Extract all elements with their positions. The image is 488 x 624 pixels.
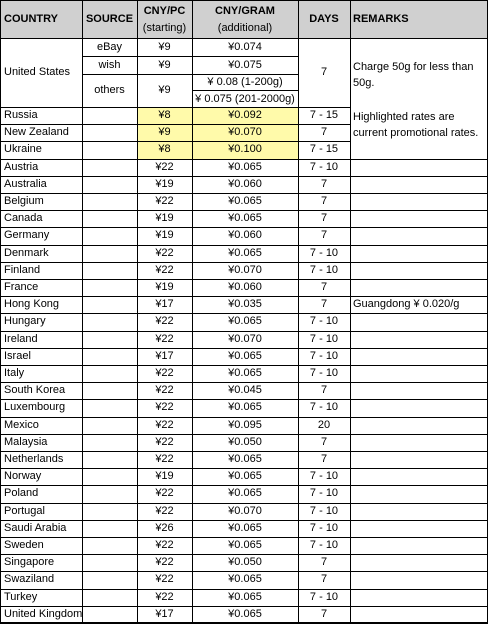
header-cny-pc-sub: (starting) (142, 21, 187, 34)
grid-line-h (0, 176, 488, 177)
row-days: 7 - 10 (309, 160, 339, 173)
row-country: Poland (4, 487, 39, 500)
row-days: 7 - 10 (309, 539, 339, 552)
row-cny-pc: ¥17 (155, 298, 174, 311)
us-others-pc: ¥9 (158, 84, 171, 96)
grid-line-h (0, 606, 488, 607)
us-remark: Charge 50g for less than 50g. (353, 61, 474, 89)
grid-line-h (0, 210, 488, 211)
us-source-wish: wish (98, 58, 121, 71)
row-cny-gram: ¥0.065 (228, 367, 262, 380)
row-cny-gram: ¥0.095 (228, 418, 262, 431)
row-cny-pc: ¥22 (155, 246, 174, 259)
grid-line-h (0, 193, 488, 194)
row-days: 7 (320, 126, 328, 139)
row-cny-pc: ¥22 (155, 332, 174, 345)
us-wish-gram: ¥0.075 (228, 58, 262, 71)
row-cny-pc: ¥22 (155, 384, 174, 397)
row-cny-gram: ¥0.065 (228, 573, 262, 586)
row-cny-pc: ¥19 (155, 212, 174, 225)
row-cny-pc: ¥22 (155, 556, 174, 569)
grid-line-h (0, 279, 488, 280)
grid-line-h (0, 571, 488, 572)
row-cny-gram: ¥0.065 (228, 195, 262, 208)
grid-line-h (0, 348, 488, 349)
us-ebay-gram: ¥0.074 (228, 40, 262, 53)
row-cny-gram: ¥0.060 (228, 229, 262, 242)
row-country: Luxembourg (4, 401, 66, 414)
row-days: 7 (320, 195, 328, 208)
row-country: Saudi Arabia (4, 521, 67, 534)
row-cny-pc: ¥22 (155, 315, 174, 328)
row-days: 7 - 10 (309, 332, 339, 345)
grid-line-h (0, 468, 488, 469)
grid-line-h (0, 434, 488, 435)
row-cny-gram: ¥0.065 (228, 246, 262, 259)
row-country: Turkey (4, 590, 38, 603)
grid-line-v (350, 0, 351, 623)
header-cny-gram-sub: (additional) (217, 21, 273, 34)
grid-line-h (0, 365, 488, 366)
row-days: 7 - 10 (309, 263, 339, 276)
row-country: New Zealand (4, 126, 69, 139)
grid-line-h (0, 417, 488, 418)
grid-line-h (0, 554, 488, 555)
grid-line-h (0, 382, 488, 383)
row-country: Mexico (4, 418, 39, 431)
row-cny-pc: ¥9 (158, 126, 171, 139)
row-days: 7 (320, 573, 328, 586)
row-cny-gram: ¥0.065 (228, 521, 262, 534)
row-days: 20 (317, 418, 331, 431)
row-cny-pc: ¥22 (155, 487, 174, 500)
row-cny-pc: ¥19 (155, 177, 174, 190)
row-country: Ukraine (4, 143, 42, 156)
row-cny-pc: ¥22 (155, 539, 174, 552)
row-country: Portugal (4, 504, 45, 517)
row-cny-gram: ¥0.070 (228, 504, 262, 517)
row-remark: Guangdong ¥ 0.020/g (353, 298, 460, 311)
row-country: Hong Kong (4, 298, 60, 311)
grid-line-h (0, 0, 488, 1)
row-cny-pc: ¥8 (158, 143, 171, 156)
row-cny-pc: ¥22 (155, 573, 174, 586)
row-cny-gram: ¥0.065 (228, 349, 262, 362)
grid-line-h (0, 331, 488, 332)
row-cny-gram: ¥0.035 (228, 298, 262, 311)
row-days: 7 (320, 229, 328, 242)
row-cny-gram: ¥0.065 (228, 470, 262, 483)
header-cny-pc: CNY/PC (143, 4, 186, 17)
row-country: Australia (4, 177, 47, 190)
row-days: 7 - 10 (309, 246, 339, 259)
row-country: South Korea (4, 384, 66, 397)
row-country: Germany (4, 229, 50, 242)
row-days: 7 (320, 556, 328, 569)
header-cny-gram: CNY/GRAM (215, 4, 275, 17)
grid-line-h (0, 520, 488, 521)
row-days: 7 - 10 (309, 470, 339, 483)
row-country: Ireland (4, 332, 38, 345)
header-country: COUNTRY (4, 13, 58, 25)
row-cny-gram: ¥0.065 (228, 539, 262, 552)
row-cny-gram: ¥0.070 (228, 126, 262, 139)
grid-line-h (0, 38, 488, 39)
grid-line-v (298, 0, 299, 623)
row-cny-pc: ¥26 (155, 521, 174, 534)
us-wish-pc: ¥9 (158, 58, 171, 71)
us-days: 7 (320, 66, 328, 78)
row-cny-pc: ¥22 (155, 435, 174, 448)
row-cny-pc: ¥17 (155, 607, 174, 620)
row-cny-pc: ¥22 (155, 160, 174, 173)
row-cny-gram: ¥0.065 (228, 487, 262, 500)
row-days: 7 (320, 281, 328, 294)
row-country: Italy (4, 367, 25, 380)
grid-line-h (0, 589, 488, 590)
row-cny-gram: ¥0.065 (228, 590, 262, 603)
grid-line-h (82, 74, 299, 75)
row-cny-gram: ¥0.050 (228, 556, 262, 569)
row-cny-pc: ¥22 (155, 453, 174, 466)
grid-line-h (0, 227, 488, 228)
row-country: Denmark (4, 246, 49, 259)
row-cny-gram: ¥0.065 (228, 160, 262, 173)
row-cny-pc: ¥17 (155, 349, 174, 362)
row-days: 7 (320, 453, 328, 466)
grid-line-h (0, 399, 488, 400)
promo-remark: Highlighted rates are current promotional rates. (353, 111, 479, 139)
grid-line-h (0, 296, 488, 297)
row-cny-gram: ¥0.060 (228, 281, 262, 294)
row-days: 7 (320, 607, 328, 620)
row-country: Sweden (4, 539, 44, 552)
row-days: 7 - 10 (309, 315, 339, 328)
grid-line-v (0, 0, 1, 623)
row-cny-pc: ¥19 (155, 229, 174, 242)
row-country: Austria (4, 160, 39, 173)
row-days: 7 - 10 (309, 521, 339, 534)
row-cny-gram: ¥0.092 (228, 109, 262, 122)
row-cny-pc: ¥22 (155, 504, 174, 517)
row-days: 7 - 10 (309, 504, 339, 517)
us-ebay-pc: ¥9 (158, 40, 171, 53)
row-cny-gram: ¥0.065 (228, 315, 262, 328)
us-country: United States (4, 66, 71, 78)
row-country: Israel (4, 349, 31, 362)
grid-line-h (192, 90, 299, 91)
row-days: 7 - 10 (309, 590, 339, 603)
us-source-others: others (94, 84, 125, 96)
row-cny-pc: ¥22 (155, 590, 174, 603)
row-days: 7 - 10 (309, 487, 339, 500)
row-cny-pc: ¥22 (155, 263, 174, 276)
row-cny-gram: ¥0.060 (228, 177, 262, 190)
row-cny-gram: ¥0.065 (228, 453, 262, 466)
grid-line-h (0, 451, 488, 452)
row-cny-pc: ¥19 (155, 281, 174, 294)
grid-line-h (0, 503, 488, 504)
row-cny-pc: ¥22 (155, 418, 174, 431)
row-cny-gram: ¥0.065 (228, 212, 262, 225)
row-country: Canada (4, 212, 43, 225)
row-days: 7 (320, 298, 328, 311)
row-country: France (4, 281, 39, 294)
row-days: 7 (320, 384, 328, 397)
row-cny-gram: ¥0.065 (228, 607, 262, 620)
row-days: 7 - 15 (309, 109, 339, 122)
us-source-ebay: eBay (96, 40, 123, 53)
row-cny-gram: ¥0.070 (228, 263, 262, 276)
grid-line-h (0, 537, 488, 538)
grid-line-h (0, 245, 488, 246)
row-cny-pc: ¥22 (155, 195, 174, 208)
row-country: Russia (4, 109, 38, 122)
row-cny-gram: ¥0.065 (228, 401, 262, 414)
row-country: Malaysia (4, 435, 48, 448)
row-cny-pc: ¥22 (155, 367, 174, 380)
row-country: Belgium (4, 195, 44, 208)
grid-line-v (137, 0, 138, 623)
row-days: 7 (320, 177, 328, 190)
grid-line-v (82, 0, 83, 623)
row-days: 7 - 10 (309, 401, 339, 414)
grid-line-h (0, 485, 488, 486)
header-days: DAYS (309, 13, 339, 25)
row-country: Hungary (4, 315, 46, 328)
row-country: Norway (4, 470, 42, 483)
row-cny-pc: ¥19 (155, 470, 174, 483)
row-cny-gram: ¥0.100 (228, 143, 262, 156)
row-country: United Kingdom (4, 607, 82, 620)
header-source: SOURCE (85, 13, 134, 25)
grid-line-h (0, 313, 488, 314)
row-country: Swaziland (4, 573, 55, 586)
header-remarks: REMARKS (353, 13, 409, 25)
row-cny-gram: ¥0.070 (228, 332, 262, 345)
us-others-gram-tier1: ¥ 0.08 (1-200g) (207, 75, 283, 88)
row-country: Finland (4, 263, 41, 276)
row-days: 7 - 15 (309, 143, 339, 156)
us-others-gram-tier2: ¥ 0.075 (201-2000g) (195, 92, 295, 105)
grid-line-h (350, 159, 488, 160)
grid-line-v (192, 0, 193, 623)
row-cny-pc: ¥22 (155, 401, 174, 414)
row-days: 7 - 10 (309, 367, 339, 380)
row-days: 7 (320, 435, 328, 448)
row-cny-pc: ¥8 (158, 109, 171, 122)
row-cny-gram: ¥0.045 (228, 384, 262, 397)
row-country: Singapore (4, 556, 55, 569)
row-country: Netherlands (4, 453, 64, 466)
grid-line-h (82, 56, 299, 57)
row-days: 7 - 10 (309, 349, 339, 362)
grid-line-h (0, 262, 488, 263)
row-days: 7 (320, 212, 328, 225)
row-cny-gram: ¥0.050 (228, 435, 262, 448)
